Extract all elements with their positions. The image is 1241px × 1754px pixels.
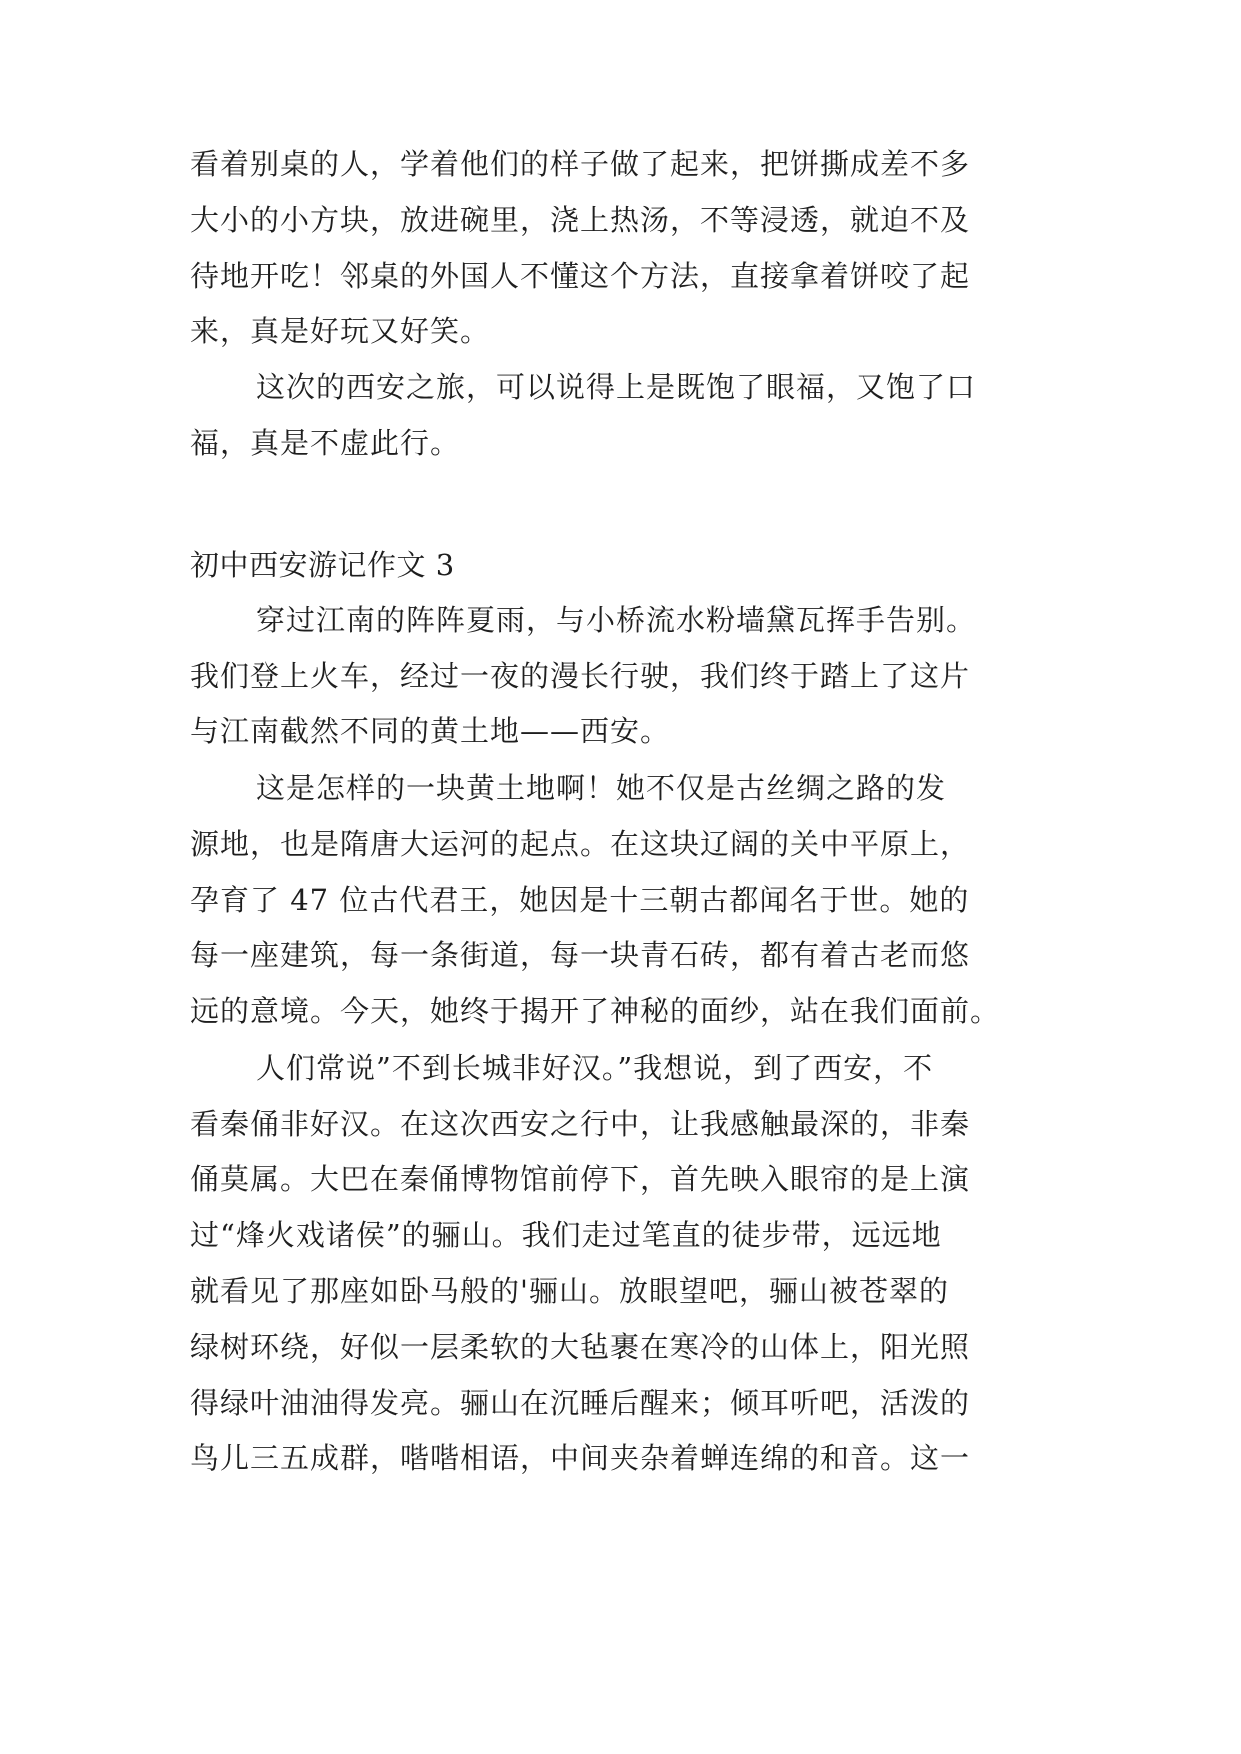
paragraph-line: 孕育了 47 位古代君王，她因是十三朝古都闻名于世。她的 [190,883,970,917]
paragraph-line: 来，真是好玩又好笑。 [190,314,491,348]
paragraph-line: 看秦俑非好汉。在这次西安之行中，让我感触最深的，非秦 [190,1107,971,1141]
essay-title: 初中西安游记作文 3 [190,548,455,582]
paragraph-line: 我们登上火车，经过一夜的漫长行驶，我们终于踏上了这片 [190,659,971,693]
paragraph-line: 得绿叶油油得发亮。骊山在沉睡后醒来；倾耳听吧，活泼的 [190,1386,971,1420]
paragraph-line: 每一座建筑，每一条街道，每一块青石砖，都有着古老而悠 [190,938,971,972]
paragraph-line: 人们常说”不到长城非好汉。”我想说，到了西安，不 [256,1051,934,1085]
paragraph-line: 这次的西安之旅，可以说得上是既饱了眼福，又饱了口 [256,370,977,404]
paragraph-line: 这是怎样的一块黄土地啊！她不仅是古丝绸之路的发 [256,771,947,805]
paragraph-line: 源地，也是隋唐大运河的起点。在这块辽阔的关中平原上， [190,827,971,861]
paragraph-line: 与江南截然不同的黄土地——西安。 [190,714,671,748]
paragraph-line: 大小的小方块，放进碗里，浇上热汤，不等浸透，就迫不及 [190,203,971,237]
paragraph-line: 鸟儿三五成群，喈喈相语，中间夹杂着蝉连绵的和音。这一 [190,1441,971,1475]
paragraph-line: 绿树环绕，好似一层柔软的大毡裹在寒冷的山体上，阳光照 [190,1330,971,1364]
paragraph-line: 待地开吃！邻桌的外国人不懂这个方法，直接拿着饼咬了起 [190,259,971,293]
paragraph-line: 就看见了那座如卧马般的'骊山。放眼望吧，骊山被苍翠的 [190,1274,949,1308]
paragraph-line: 远的意境。今天，她终于揭开了神秘的面纱，站在我们面前。 [190,994,1001,1028]
paragraph-line: 穿过江南的阵阵夏雨，与小桥流水粉墙黛瓦挥手告别。 [256,603,977,637]
paragraph-line: 过“烽火戏诸侯”的骊山。我们走过笔直的徒步带，远远地 [190,1218,942,1252]
paragraph-line: 俑莫属。大巴在秦俑博物馆前停下，首先映入眼帘的是上演 [190,1162,971,1196]
paragraph-line: 看着别桌的人，学着他们的样子做了起来，把饼撕成差不多 [190,147,971,181]
paragraph-line: 福，真是不虚此行。 [190,426,461,460]
